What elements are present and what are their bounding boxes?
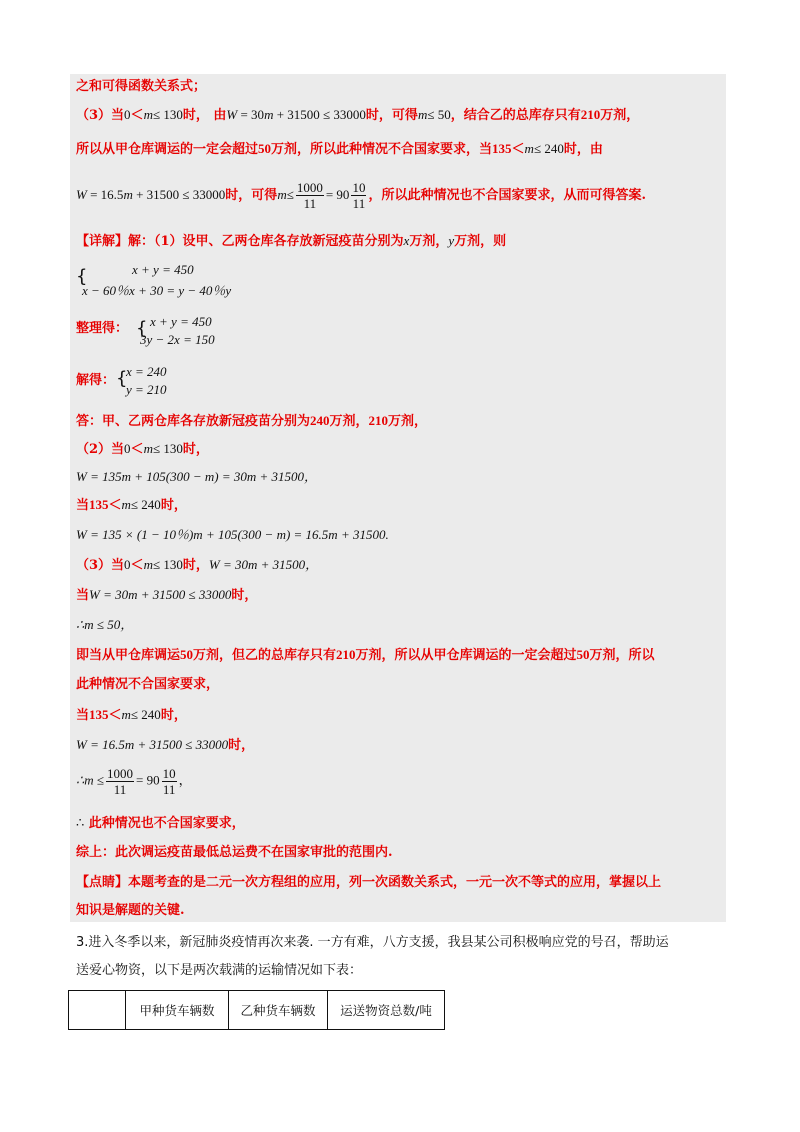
brace-icon: { <box>76 266 88 287</box>
fraction-1000-11: $\frac{1000}{11}$ <box>107 766 134 797</box>
sol-line-10: W = 135m + 105(300 − m) = 30m + 31500， <box>76 469 318 484</box>
sol-line-21: ∴ 此种情况也不合国家要求， <box>76 815 245 831</box>
table-header-cell: 乙种货车辆数 <box>229 991 328 1030</box>
sol-line-24: 知识是解题的关键. <box>76 903 185 918</box>
sol-line-16: 即当从甲仓库调运50万剂，但乙的总库存只有210万剂，所以从甲仓库调运的一定会超过50万剂，所以 <box>76 647 655 663</box>
sol-line-22: 综上：此次调运疫苗最低总运费不在国家审批的范围内. <box>76 845 393 860</box>
sol-line-13: （3）当0＜m≤ 130时，W = 30m + 31500， <box>76 557 319 573</box>
sol-line-5: 【详解】解：（1）设甲、乙两仓库各存放新冠疫苗分别为x万剂，y万剂，则 <box>76 233 507 249</box>
transport-table <box>68 990 445 1030</box>
equation-system-2: { x + y = 450 3y − 2x = 150 <box>136 314 215 347</box>
equation-system-1: { x + y = 450 x − 60％x + 30 = y − 40％y <box>76 262 232 298</box>
sol-line-4: W = 16.5m + 31500 ≤ 33000时，可得m≤ $\frac{1000}{11}$ = 90 $\frac{10}{11}$ ，所以此种情况也不合国家要求，从而可得答案. <box>76 180 646 211</box>
equation-system-3: { x = 240 y = 210 <box>116 364 167 397</box>
sol-line-18: 当135＜m≤ 240时， <box>76 707 187 723</box>
sol-line-6: 整理得： <box>76 321 129 336</box>
sol-line-8: 答：甲、乙两仓库各存放新冠疫苗分别为240万剂，210万剂， <box>76 413 428 429</box>
sol-line-15: ∴m ≤ 50， <box>76 617 134 632</box>
sol-line-1: 之和可得函数关系式； <box>76 79 207 94</box>
sol-line-11: 当135＜m≤ 240时， <box>76 497 187 513</box>
table-row <box>69 991 445 1030</box>
sol-line-9: （2）当0＜m≤ 130时， <box>76 441 209 457</box>
fraction-10-11: $\frac{10}{11}$ <box>162 766 176 797</box>
sol-line-20: ∴m ≤ $\frac{1000}{11}$ = 90 $\frac{10}{11}$ ， <box>76 766 192 797</box>
fraction-1000-11: $\frac{1000}{11}$ <box>296 180 323 211</box>
sol-line-14: 当W = 30m + 31500 ≤ 33000时， <box>76 587 258 603</box>
sol-line-23: 【点睛】本题考查的是二元一次方程组的应用，列一次函数关系式，一元一次不等式的应用，掌握以上 <box>76 875 662 890</box>
brace-icon: { <box>136 318 148 339</box>
problem3-line-2: 送爱心物资，以下是两次载满的运输情况如下表： <box>76 963 363 978</box>
table-header-cell: 甲种货车辆数 <box>126 991 229 1030</box>
problem3-line-1: 3.进入冬季以来，新冠肺炎疫情再次来袭. 一方有难，八方支援，我县某公司积极响应党的号召，帮助运 <box>76 935 669 950</box>
sol-line-19: W = 16.5m + 31500 ≤ 33000时， <box>76 737 255 753</box>
brace-icon: { <box>116 368 128 389</box>
sol-line-17: 此种情况不合国家要求， <box>76 677 220 692</box>
table-header-cell: 运送物资总数/吨 <box>328 991 445 1030</box>
sol-line-7: 解得： <box>76 373 116 388</box>
sol-line-2: （3）当0＜m≤ 130时， 由W = 30m + 31500 ≤ 33000时，可得m≤ 50，结合乙的总库存只有210万剂， <box>76 107 640 123</box>
fraction-10-11: $\frac{10}{11}$ <box>352 180 366 211</box>
sol-line-3: 所以从甲仓库调运的一定会超过50万剂，所以此种情况不合国家要求，当135＜m≤ 240时，由 <box>76 141 603 157</box>
table-header-cell <box>69 991 126 1030</box>
sol-line-12: W = 135 × (1 − 10％)m + 105(300 − m) = 16.5m + 31500. <box>76 527 389 542</box>
